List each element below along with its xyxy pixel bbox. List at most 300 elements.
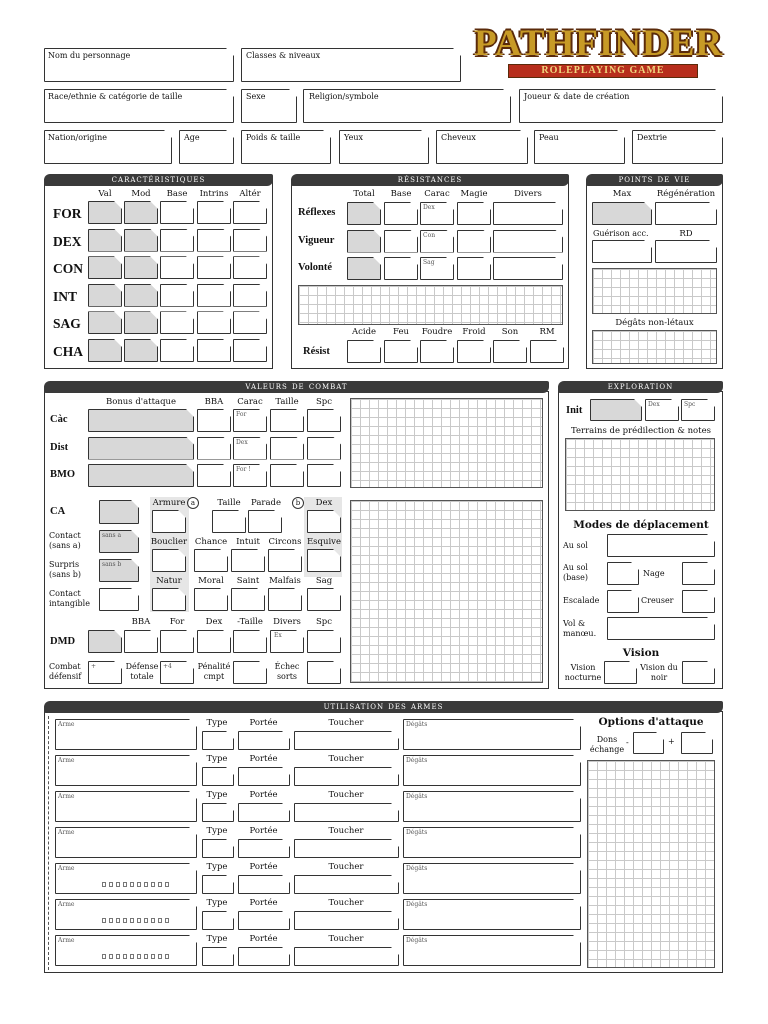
ammo-checkbox[interactable] [165,954,169,959]
weapon-name-box[interactable] [55,863,197,894]
dmd-hint: Ex [274,632,282,639]
dmd-part-box[interactable] [307,630,341,653]
saves-notes-grid[interactable] [298,285,563,325]
combat-notes-grid-top[interactable] [350,398,543,488]
ability-sag-2[interactable] [160,311,194,334]
contact-hint: sans a [102,532,122,539]
ability-name-int: INT [53,288,78,304]
abilities-title: caractéristiques [44,174,273,186]
dmd-box[interactable] [88,630,122,653]
gifts-plus: + [668,737,675,746]
ammo-checkbox[interactable] [165,882,169,887]
ability-cha-3[interactable] [197,339,231,362]
ammo-checkbox[interactable] [144,918,148,923]
attack-bonus-box[interactable] [88,464,194,487]
weapon-hit-box[interactable] [294,839,399,858]
weapon-hit-box[interactable] [294,803,399,822]
attack-ability-hint: For ! [236,466,251,473]
armor-row2-label: Bouclier [150,537,188,547]
save-ability-hint: Dex [423,204,435,211]
weapons-notes-grid[interactable] [587,760,715,968]
weapon-range-box[interactable] [238,911,290,930]
resist-box[interactable] [530,340,564,363]
ammo-checkbox[interactable] [144,882,148,887]
ability-for-4[interactable] [233,201,267,224]
fly-label: Vol & manœu. [563,619,597,638]
hp-title: points de vie [586,174,723,186]
resist-col-header: Froid [462,327,486,337]
save-box[interactable] [384,202,418,225]
armor-row2-label: Chance [194,537,228,547]
hp-wounds-grid[interactable] [592,268,717,314]
name-label: Nom du personnage [48,51,131,60]
hp-nonlethal-label: Dégâts non-létaux [615,318,694,328]
ability-con-3[interactable] [197,256,231,279]
ammo-checkbox[interactable] [158,954,162,959]
armor-row1-box[interactable] [307,510,341,533]
attack-part-box[interactable] [270,437,304,460]
weapon-type-label: Type [206,790,228,800]
defensive-hint: + [91,663,97,670]
swim-label: Nage [643,569,665,578]
ammo-checkbox[interactable] [123,882,127,887]
dmd-label: DMD [50,636,76,647]
init-label: Init [566,405,583,416]
weapon-range-box[interactable] [238,731,290,750]
attack-row-name: BMO [50,469,76,480]
terrain-grid[interactable] [565,438,715,511]
weapon-dmg-box[interactable] [403,827,581,858]
pathfinder-logo [470,24,724,82]
attack-ability-hint: Dex [236,438,248,446]
ability-col-header: Val [98,189,112,199]
weapon-name-hint: Arme [58,757,75,764]
resist-label: Résist [303,346,330,357]
weapon-name-hint: Arme [58,829,75,836]
weapon-dmg-hint: Dégâts [406,757,428,764]
save-box[interactable] [457,257,491,280]
save-box[interactable] [384,230,418,253]
ammo-checkbox[interactable] [137,918,141,923]
ability-dex-2[interactable] [160,229,194,252]
combat-title: valeurs de combat [44,381,549,393]
save-col-header: Total [353,189,375,199]
weapon-range-label: Portée [249,754,278,764]
exploration-title: exploration [558,381,723,393]
armor-row2-box[interactable] [231,549,265,572]
weapon-hit-box[interactable] [294,947,399,966]
weapon-range-label: Portée [249,826,278,836]
save-col-header: Base [390,189,412,199]
total-def-hint: +4 [163,663,172,670]
hp-dr-label: RD [679,229,693,239]
ability-cha-4[interactable] [233,339,267,362]
weapon-range-box[interactable] [238,875,290,894]
weapon-name-box[interactable] [55,899,197,930]
gifts-minus: - [626,738,629,747]
armor-row3-label: Saint [236,576,260,586]
ability-name-sag: SAG [53,316,81,332]
ability-int-4[interactable] [233,284,267,307]
ac-label: CA [50,506,66,517]
ability-col-header: Mod [131,189,151,199]
ability-name-con: CON [53,261,83,277]
weapon-hit-label: Toucher [328,898,364,908]
dmd-col-header: -Taille [237,617,263,627]
save-box[interactable] [384,257,418,280]
resist-col-header: Acide [351,327,377,337]
hp-healing-label: Guérison acc. [593,229,649,238]
weapon-type-label: Type [206,826,228,836]
attack-part-box[interactable] [197,409,231,432]
ability-sag-1[interactable] [124,311,158,334]
ability-cha-2[interactable] [160,339,194,362]
weapon-hit-label: Toucher [328,826,364,836]
ammo-checkbox[interactable] [109,882,113,887]
armor-row3-box[interactable] [152,588,186,611]
attack-part-box[interactable] [307,437,341,460]
armor-row2-label: Intuit [236,537,260,547]
combat-col-header: BBA [204,397,224,407]
armor-row2-label: Circons [268,537,302,547]
weapon-range-box[interactable] [238,767,290,786]
ammo-checkbox[interactable] [158,882,162,887]
weapons-left-rule [48,716,49,970]
armor-row2-box[interactable] [268,549,302,572]
save-col-header: Divers [514,189,542,199]
attack-part-box[interactable] [270,409,304,432]
weapon-hit-label: Toucher [328,934,364,944]
weapon-dmg-hint: Dégâts [406,937,428,944]
ability-sag-3[interactable] [197,311,231,334]
weapon-range-label: Portée [249,862,278,872]
ability-con-2[interactable] [160,256,194,279]
armor-label: Armure [152,498,186,508]
ability-col-header: Altér [239,189,261,199]
save-box[interactable] [457,202,491,225]
attack-part-box[interactable] [197,464,231,487]
sex-label: Sexe [246,92,266,101]
armor-row3-box[interactable] [268,588,302,611]
night-vision-box[interactable] [604,661,637,684]
weapon-dmg-box[interactable] [403,935,581,966]
weapon-dmg-box[interactable] [403,755,581,786]
weapon-hit-box[interactable] [294,875,399,894]
climb-box[interactable] [607,590,639,613]
resist-box[interactable] [347,340,381,363]
combat-col-header: Carac [237,397,263,407]
armor-row2-box[interactable] [194,549,228,572]
save-box[interactable] [347,202,381,225]
weapon-hit-box[interactable] [294,731,399,750]
save-box[interactable] [347,257,381,280]
surprise-label: Surpris (sans b) [49,560,82,579]
weapon-name-box[interactable] [55,827,197,858]
armor-row3-label: Moral [198,576,224,586]
weapon-type-label: Type [206,718,228,728]
ammo-checkbox[interactable] [158,918,162,923]
ability-for-0[interactable] [88,201,122,224]
player-label: Joueur & date de création [524,92,630,101]
dmd-col-header: Dex [205,617,223,627]
ground-box[interactable] [607,534,715,557]
options-title: Options d'attaque [598,716,704,728]
ammo-checkbox[interactable] [109,918,113,923]
ammo-checkbox[interactable] [116,954,120,959]
hp-dr-box[interactable] [655,240,717,263]
move-title: Modes de déplacement [573,519,709,531]
classes-label: Classes & niveaux [246,51,321,60]
hp-healing-box[interactable] [592,240,652,263]
init-box[interactable] [590,399,642,421]
saves-title: résistances [291,174,569,186]
weapon-name-box[interactable] [55,719,197,750]
ability-dex-4[interactable] [233,229,267,252]
ability-name-cha: CHA [53,344,83,359]
weapon-dmg-box[interactable] [403,791,581,822]
hp-max-label: Max [612,189,632,199]
resist-box[interactable] [493,340,527,363]
attack-ability-hint: For [236,411,247,418]
weapon-name-box[interactable] [55,791,197,822]
ability-int-2[interactable] [160,284,194,307]
dmd-part-box[interactable] [197,630,231,653]
ability-int-3[interactable] [197,284,231,307]
armor-row2-box[interactable] [152,549,186,572]
hp-nonlethal-grid[interactable] [592,330,717,364]
nation-label: Nation/origine [48,133,107,142]
weapon-name-box[interactable] [55,755,197,786]
dark-vision-box[interactable] [682,661,715,684]
ability-dex-3[interactable] [197,229,231,252]
dmd-col-header: Divers [273,617,301,627]
fly-box[interactable] [607,617,715,640]
ground-base-label: Au sol (base) [563,563,588,582]
ability-name-dex: DEX [53,233,82,249]
armor-row3-label: Sag [315,576,333,586]
weapon-type-label: Type [206,898,228,908]
dark-vision-label: Vision du noir [640,663,678,682]
gifts-box-2[interactable] [681,732,713,754]
ability-int-1[interactable] [124,284,158,307]
weapon-name-hint: Arme [58,901,75,908]
climb-label: Escalade [563,596,600,605]
weapon-type-label: Type [206,862,228,872]
weapon-dmg-hint: Dégâts [406,865,428,872]
armor-row3-box[interactable] [231,588,265,611]
swim-box[interactable] [682,562,715,585]
ability-con-4[interactable] [233,256,267,279]
hand-label: Dextrie [637,133,667,142]
armor-row1-box[interactable] [152,510,186,533]
burrow-box[interactable] [682,590,715,613]
save-ability-hint: Con [423,231,436,239]
weapon-name-hint: Arme [58,865,75,872]
attack-part-box[interactable] [307,409,341,432]
ammo-checkbox[interactable] [102,954,106,959]
save-name: Vigueur [298,234,335,246]
armor-mark-b: b [292,497,304,509]
ability-int-0[interactable] [88,284,122,307]
ability-for-3[interactable] [197,201,231,224]
weapon-hit-label: Toucher [328,862,364,872]
size-label: Taille [217,498,241,508]
resist-box[interactable] [420,340,454,363]
weapon-range-box[interactable] [238,803,290,822]
eyes-label: Yeux [344,133,363,142]
weapon-dmg-hint: Dégâts [406,901,428,908]
weapon-hit-box[interactable] [294,911,399,930]
save-col-header: Magie [460,189,488,199]
ammo-checkbox[interactable] [123,918,127,923]
weapon-name-hint: Arme [58,937,75,944]
ammo-checkbox[interactable] [165,918,169,923]
save-ability-hint: Sag [423,259,435,266]
total-def-label: Défense totale [125,662,159,681]
ammo-checkbox[interactable] [130,954,134,959]
gifts-label: Dons échange [589,735,625,754]
ammo-checkbox[interactable] [151,918,155,923]
weapon-name-box[interactable] [55,935,197,966]
armor-row1-box[interactable] [248,510,282,533]
resist-col-header: RM [539,327,555,337]
failure-label: Échec sorts [274,662,300,681]
hp-max-box[interactable] [592,202,652,225]
ability-dex-0[interactable] [88,229,122,252]
attack-part-box[interactable] [197,437,231,460]
save-col-header: Carac [424,189,450,199]
resist-box[interactable] [457,340,491,363]
weapons-title: utilisation des armes [44,701,723,713]
weapon-range-label: Portée [249,790,278,800]
resist-col-header: Foudre [421,327,453,337]
ability-sag-0[interactable] [88,311,122,334]
hp-regen-label: Régénération [656,189,716,199]
hp-regen-box[interactable] [655,202,717,225]
attack-bonus-box[interactable] [88,437,194,460]
ability-dex-1[interactable] [124,229,158,252]
dmd-part-box[interactable] [160,630,194,653]
save-box[interactable] [457,230,491,253]
ability-for-1[interactable] [124,201,158,224]
ability-con-0[interactable] [88,256,122,279]
logo-subtitle: ROLEPLAYING GAME [508,64,698,78]
ammo-checkbox[interactable] [130,882,134,887]
ability-for-2[interactable] [160,201,194,224]
armor-row3-box[interactable] [307,588,341,611]
weapon-type-label: Type [206,934,228,944]
ammo-checkbox[interactable] [116,882,120,887]
vision-title: Vision [622,647,660,659]
weapon-dmg-box[interactable] [403,863,581,894]
weapon-hit-box[interactable] [294,767,399,786]
weapon-dmg-hint: Dégâts [406,793,428,800]
dmd-part-box[interactable] [233,630,267,653]
ability-con-1[interactable] [124,256,158,279]
armor-row3-box[interactable] [194,588,228,611]
combat-col-header: Spc [315,397,333,407]
weapon-hit-label: Toucher [328,790,364,800]
dmd-col-header: Spc [315,617,333,627]
weapon-name-hint: Arme [58,793,75,800]
attack-row-name: Càc [50,414,68,425]
ability-cha-0[interactable] [88,339,122,362]
ammo-checkbox[interactable] [144,954,148,959]
ammo-checkbox[interactable] [137,954,141,959]
touch-flat-label: Contact intangible [49,589,90,608]
init-spc-hint: Spc [684,401,696,408]
weapon-name-hint: Arme [58,721,75,728]
ammo-checkbox[interactable] [130,918,134,923]
weapon-range-label: Portée [249,934,278,944]
save-misc-box[interactable] [493,230,563,253]
resist-box[interactable] [384,340,418,363]
logo-title: PATHFINDER [474,23,724,64]
ability-sag-4[interactable] [233,311,267,334]
weapon-dmg-box[interactable] [403,899,581,930]
ground-base-box[interactable] [607,562,639,585]
touch-flat-box[interactable] [99,588,139,611]
ability-name-for: FOR [53,206,82,221]
ammo-checkbox[interactable] [123,954,127,959]
weapon-dmg-hint: Dégâts [406,829,428,836]
penalty-box[interactable] [233,661,267,684]
religion-label: Religion/symbole [309,92,379,101]
save-name: Volonté [298,262,333,273]
ammo-checkbox[interactable] [151,954,155,959]
save-name: Réflexes [298,207,336,218]
ac-box[interactable] [99,500,139,524]
failure-box[interactable] [307,661,341,684]
armor-row1-box[interactable] [212,510,246,533]
defensive-label: Combat défensif [49,662,82,681]
armor-row2-box[interactable] [307,549,341,572]
ammo-checkbox[interactable] [137,882,141,887]
hair-label: Cheveux [441,133,476,142]
ability-cha-1[interactable] [124,339,158,362]
dex-label: Dex [315,498,333,508]
attack-bonus-box[interactable] [88,409,194,432]
weapon-range-label: Portée [249,898,278,908]
save-misc-box[interactable] [493,202,563,225]
init-dex-hint: Dex [648,401,660,408]
attack-part-box[interactable] [270,464,304,487]
attack-row-name: Dist [50,441,69,453]
armor-row3-label: Natur [156,576,182,586]
ammo-checkbox[interactable] [116,918,120,923]
attack-part-box[interactable] [307,464,341,487]
dmd-col-header: BBA [131,617,151,627]
weapon-hit-label: Toucher [328,718,364,728]
ammo-checkbox[interactable] [102,918,106,923]
surprise-hint: sans b [102,561,122,568]
contact-label: Contact (sans a) [49,531,81,550]
ammo-checkbox[interactable] [102,882,106,887]
weight-label: Poids & taille [246,133,301,142]
ammo-checkbox[interactable] [109,954,113,959]
ammo-checkbox[interactable] [151,882,155,887]
dmd-part-box[interactable] [124,630,158,653]
save-box[interactable] [347,230,381,253]
weapon-dmg-box[interactable] [403,719,581,750]
ground-label: Au sol [563,541,588,550]
weapon-range-box[interactable] [238,839,290,858]
save-misc-box[interactable] [493,257,563,280]
skin-label: Peau [539,133,559,142]
weapon-type-label: Type [206,754,228,764]
combat-notes-grid-bottom[interactable] [350,500,543,683]
weapon-range-box[interactable] [238,947,290,966]
